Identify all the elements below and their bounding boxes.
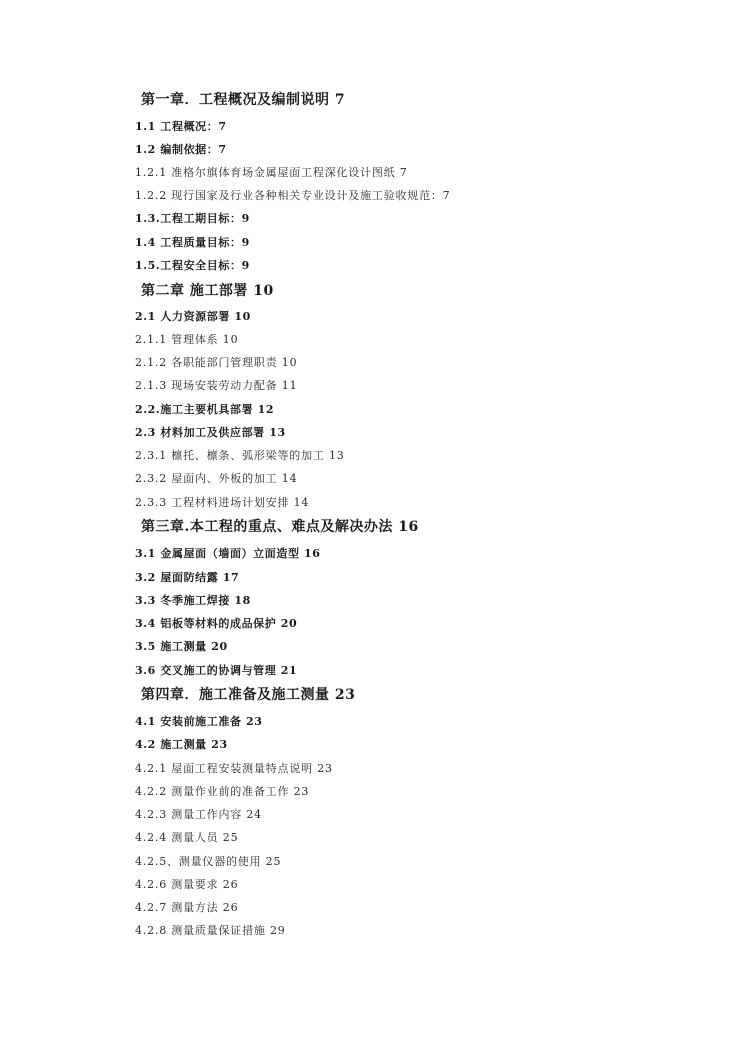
toc-section-2-3[interactable]: 2.3 材料加工及供应部署 13 — [135, 426, 286, 439]
toc-sub-2-3-3[interactable]: 2.3.3 工程材料进场计划安排 14 — [135, 496, 310, 509]
toc-sub-4-2-8[interactable]: 4.2.8 测量质量保证措施 29 — [135, 924, 286, 937]
toc-sub-2-1-2[interactable]: 2.1.2 各职能部门管理职责 10 — [135, 356, 298, 369]
toc-section-3-6[interactable]: 3.6 交叉施工的协调与管理 21 — [135, 664, 298, 677]
toc-sub-2-1-1[interactable]: 2.1.1 管理体系 10 — [135, 333, 239, 346]
toc-sub-2-3-1[interactable]: 2.3.1 檩托、檩条、弧形梁等的加工 13 — [135, 449, 345, 462]
toc-sub-4-2-3[interactable]: 4.2.3 测量工作内容 24 — [135, 808, 262, 821]
toc-section-4-1[interactable]: 4.1 安装前施工准备 23 — [135, 715, 263, 728]
toc-section-3-3[interactable]: 3.3 冬季施工焊接 18 — [135, 594, 251, 607]
toc-section-3-1[interactable]: 3.1 金属屋面（墙面）立面造型 16 — [135, 547, 321, 560]
toc-sub-4-2-5[interactable]: 4.2.5、测量仪器的使用 25 — [135, 855, 282, 868]
toc-sub-4-2-1[interactable]: 4.2.1 屋面工程安装测量特点说明 23 — [135, 762, 333, 775]
toc-section-3-4[interactable]: 3.4 铝板等材料的成品保护 20 — [135, 617, 298, 630]
toc-section-3-5[interactable]: 3.5 施工测量 20 — [135, 640, 228, 653]
toc-section-4-2[interactable]: 4.2 施工测量 23 — [135, 738, 228, 751]
toc-section-2-2[interactable]: 2.2.施工主要机具部署 12 — [135, 403, 275, 416]
toc-section-1-3[interactable]: 1.3.工程工期目标：9 — [135, 212, 250, 225]
toc-section-1-1[interactable]: 1.1 工程概况：7 — [135, 120, 227, 133]
toc-sub-4-2-2[interactable]: 4.2.2 测量作业前的准备工作 23 — [135, 785, 310, 798]
toc-sub-4-2-7[interactable]: 4.2.7 测量方法 26 — [135, 901, 239, 914]
toc-section-2-1[interactable]: 2.1 人力资源部署 10 — [135, 310, 251, 323]
toc-sub-4-2-6[interactable]: 4.2.6 测量要求 26 — [135, 878, 239, 891]
toc-sub-1-2-2[interactable]: 1.2.2 现行国家及行业各种相关专业设计及施工验收规范：7 — [135, 189, 451, 202]
toc-sub-2-3-2[interactable]: 2.3.2 屋面内、外板的加工 14 — [135, 472, 298, 485]
toc-sub-4-2-4[interactable]: 4.2.4 测量人员 25 — [135, 831, 239, 844]
toc-chapter-4[interactable]: 第四章．施工准备及施工测量 23 — [141, 687, 356, 703]
toc-section-1-2[interactable]: 1.2 编制依据：7 — [135, 143, 227, 156]
toc-chapter-2[interactable]: 第二章 施工部署 10 — [141, 283, 274, 299]
toc-sub-2-1-3[interactable]: 2.1.3 现场安装劳动力配备 11 — [135, 379, 298, 392]
toc-sub-1-2-1[interactable]: 1.2.1 准格尔旗体育场金属屋面工程深化设计图纸 7 — [135, 166, 408, 179]
toc-chapter-3[interactable]: 第三章.本工程的重点、难点及解决办法 16 — [141, 519, 419, 535]
toc-section-1-5[interactable]: 1.5.工程安全目标：9 — [135, 259, 250, 272]
toc-section-1-4[interactable]: 1.4 工程质量目标：9 — [135, 236, 250, 249]
toc-chapter-1[interactable]: 第一章．工程概况及编制说明 7 — [141, 92, 346, 108]
toc-section-3-2[interactable]: 3.2 屋面防结露 17 — [135, 571, 240, 584]
